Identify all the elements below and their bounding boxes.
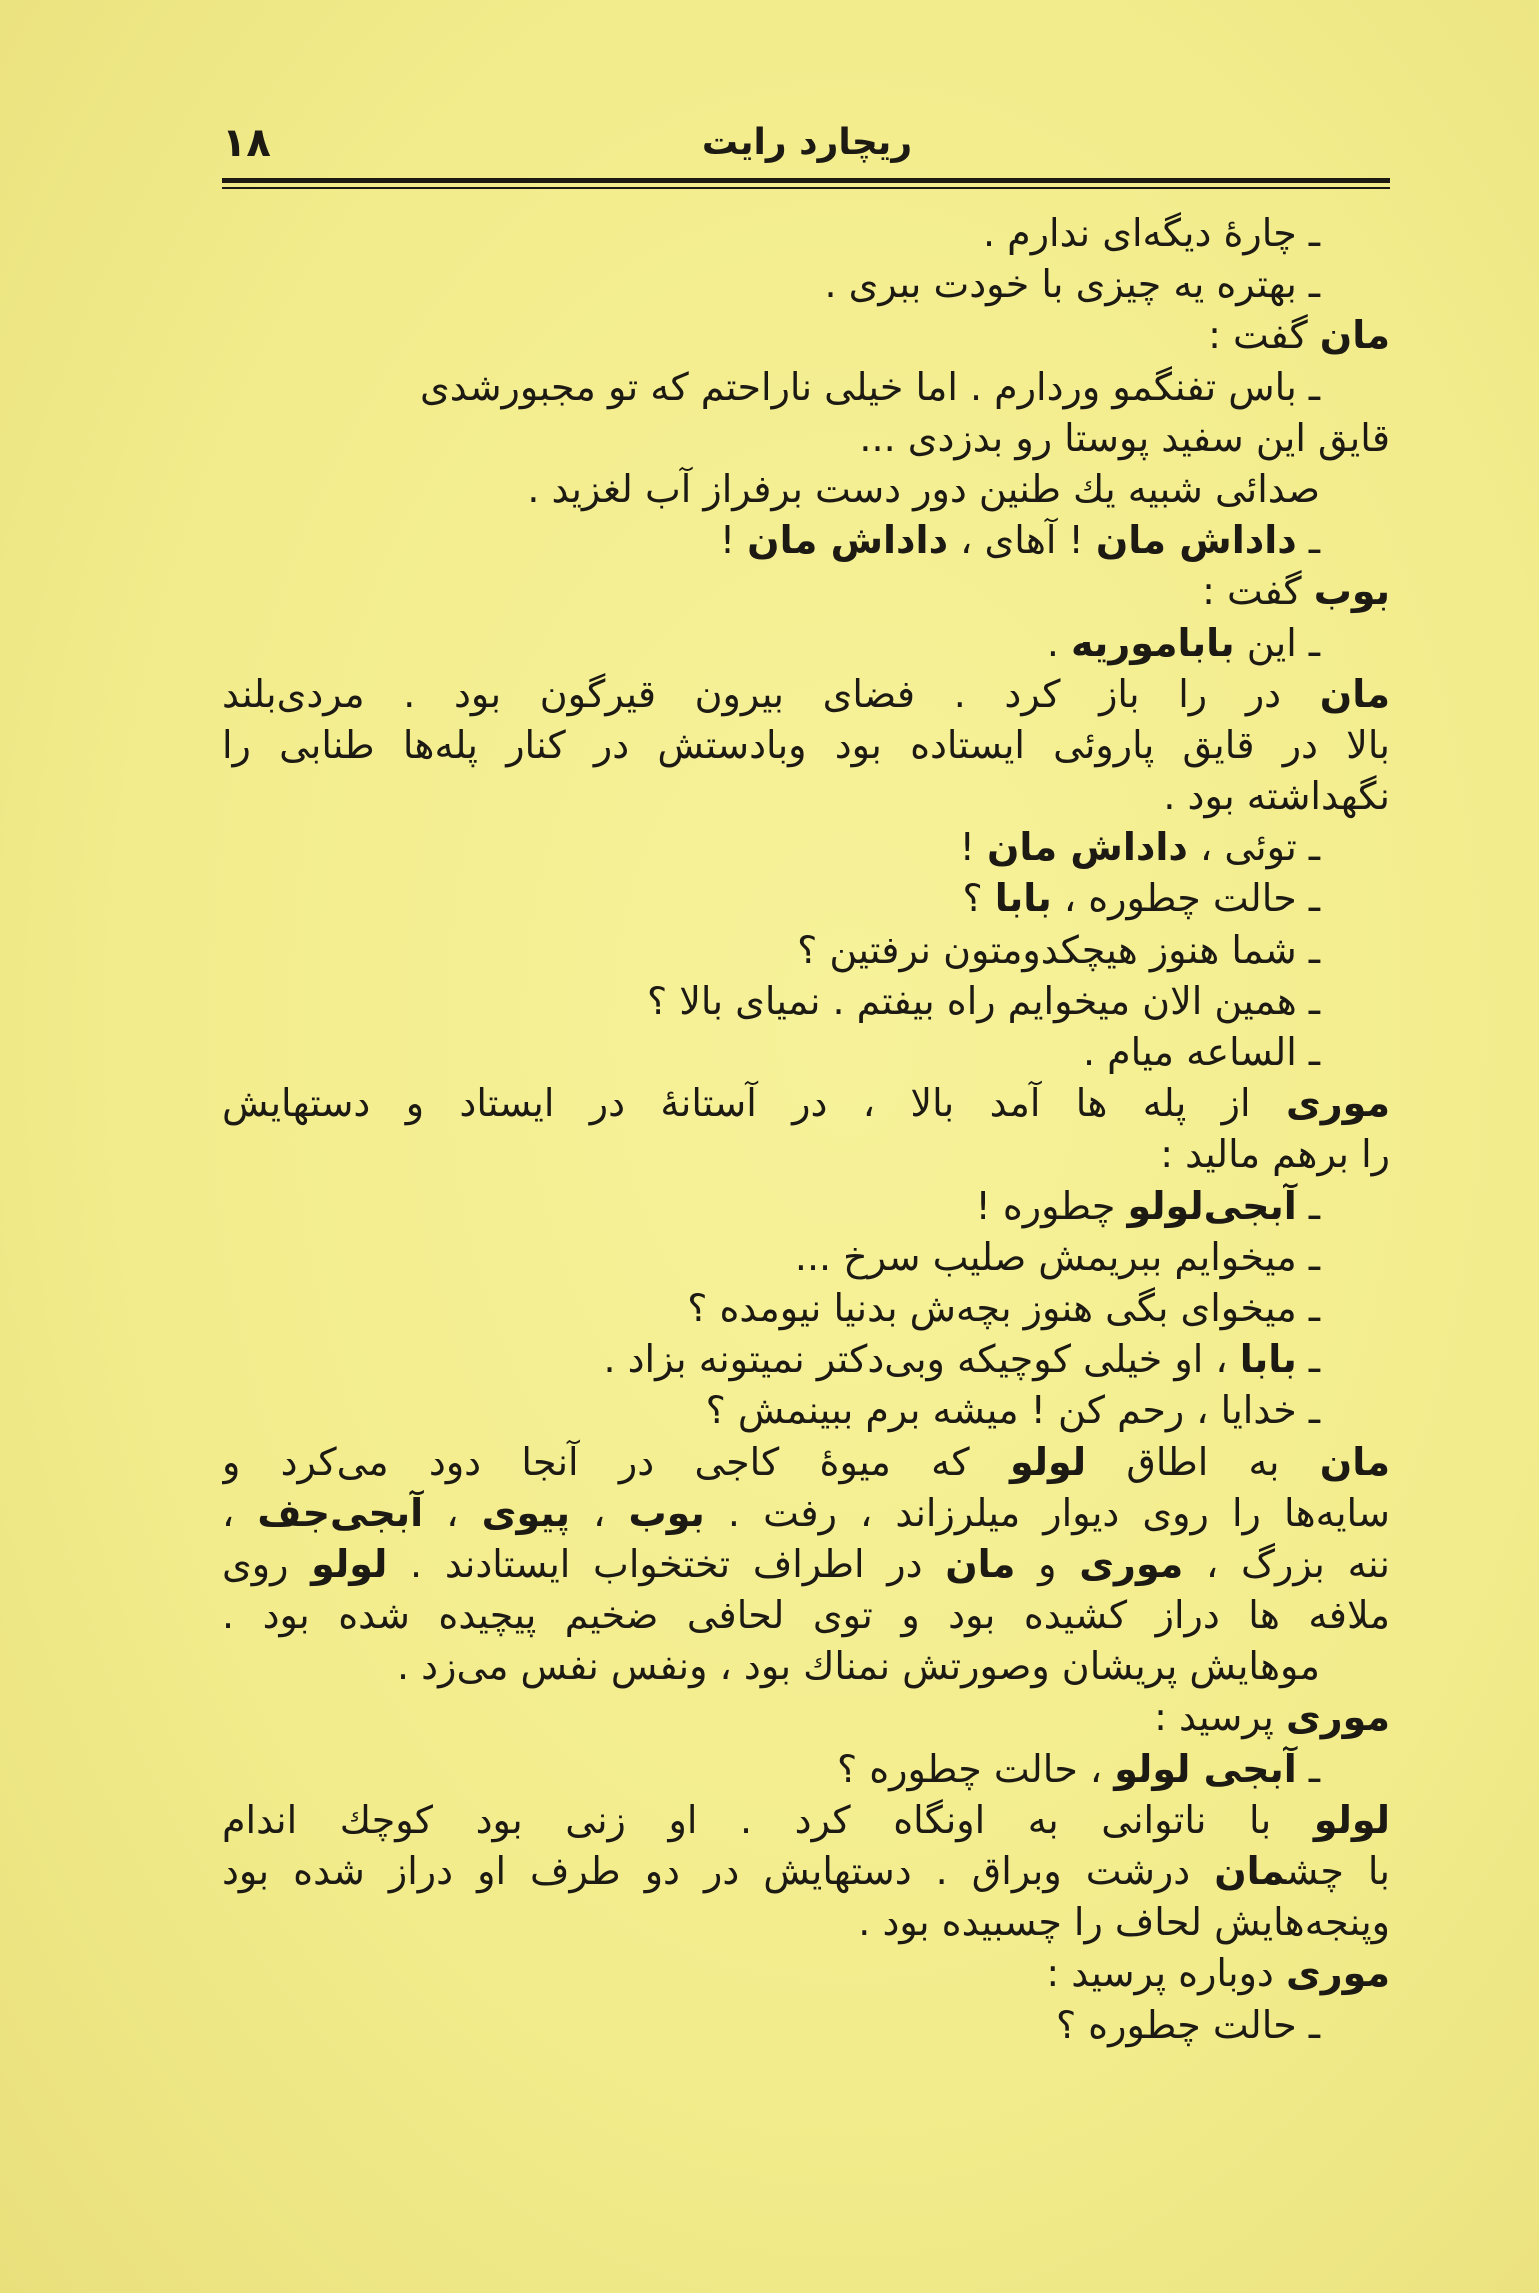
text-line: مان در را باز کرد . فضای بیرون قیرگون بود . مردی‌بلند	[222, 671, 1390, 716]
text-line: ـ میخوایم ببریمش صلیب سرخ ...	[794, 1234, 1320, 1279]
text-line: موری دوباره پرسید :	[1046, 1951, 1390, 1996]
text-line: ـ بهتره یه چیزی با خودت ببری .	[824, 262, 1320, 307]
text-line: ـ حالت چطوره ، بابا ؟	[962, 876, 1320, 921]
body-text	[222, 208, 1390, 2051]
header-rule	[222, 178, 1390, 189]
text-line: ـ باس تفنگمو وردارم . اما خیلی ناراحتم که تو مجبورشدی	[420, 364, 1320, 409]
text-line: مان گفت :	[1208, 313, 1390, 358]
text-line: وپنجه‌هایش لحاف را چسبیده بود .	[858, 1900, 1390, 1945]
text-line: ـ آبجی لولو ، حالت چطوره ؟	[836, 1746, 1320, 1791]
text-line: ـ داداش مان ! آهای ، داداش مان !	[719, 518, 1320, 563]
text-line: ـ شما هنوز هیچکدومتون نرفتین ؟	[797, 927, 1320, 972]
text-line: نگهداشته بود .	[1163, 774, 1390, 819]
text-line: موهایش پریشان وصورتش نمناك بود ، ونفس نفس می‌زد .	[397, 1644, 1320, 1689]
text-line: ملافه ها دراز کشیده بود و توی لحافی ضخیم پیچیده شده بود .	[222, 1593, 1390, 1638]
page-number: ۱۸	[222, 120, 271, 166]
text-line: ـ این باباموریه .	[1046, 620, 1320, 665]
running-title: ریچارد رایت	[701, 122, 913, 163]
text-line: مان به اطاق لولو که میوهٔ کاجی در آنجا دود می‌کرد و	[222, 1439, 1390, 1484]
text-line: ـ توئی ، داداش مان !	[959, 825, 1320, 870]
text-line: بوب گفت :	[1202, 569, 1390, 614]
text-line: ـ حالت چطوره ؟	[1055, 2002, 1320, 2047]
text-line: سایه‌ها را روی دیوار میلرزاند ، رفت . بوب ، پیوی ، آبجی‌جف ،	[222, 1490, 1390, 1535]
text-line: ـ همین الان میخوایم راه بیفتم . نمیای بالا ؟	[646, 978, 1320, 1023]
text-line: ـ میخوای بگی هنوز بچه‌ش بدنیا نیومده ؟	[687, 1285, 1320, 1330]
text-line: را برهم مالید :	[1160, 1132, 1390, 1177]
text-line: موری از پله ها آمد بالا ، در آستانهٔ در ایستاد و دستهایش	[222, 1081, 1390, 1126]
text-line: ـ الساعه میام .	[1082, 1030, 1320, 1074]
text-line: لولو با ناتوانی به اونگاه کرد . او زنی بود کوچك اندام	[222, 1797, 1390, 1842]
text-line: ـ خدایا ، رحم کن ! میشه برم ببینمش ؟	[705, 1388, 1320, 1433]
text-line: ـ بابا ، او خیلی کوچیکه وبی‌دکتر نمیتونه بزاد .	[603, 1337, 1320, 1382]
text-line: قایق این سفید پوستا رو بدزدی ...	[859, 415, 1390, 460]
text-line: ـ چارهٔ دیگه‌ای ندارم .	[983, 211, 1320, 255]
text-line: موری پرسید :	[1154, 1695, 1390, 1740]
text-line: ننه بزرگ ، موری و مان در اطراف تختخواب ایستادند . لولو روی	[222, 1541, 1390, 1586]
text-line: با چشمان درشت وبراق . دستهایش در دو طرف او دراز شده بود	[222, 1849, 1390, 1893]
text-line: بالا در قایق پاروئی ایستاده بود وبادستش در کنار پله‌ها طنابی را	[222, 722, 1390, 767]
page-header	[222, 120, 1392, 180]
text-line: ـ آبجی‌لولو چطوره !	[975, 1183, 1320, 1228]
text-line: صدائی شبیه یك طنین دور دست برفراز آب لغزید .	[527, 466, 1320, 511]
